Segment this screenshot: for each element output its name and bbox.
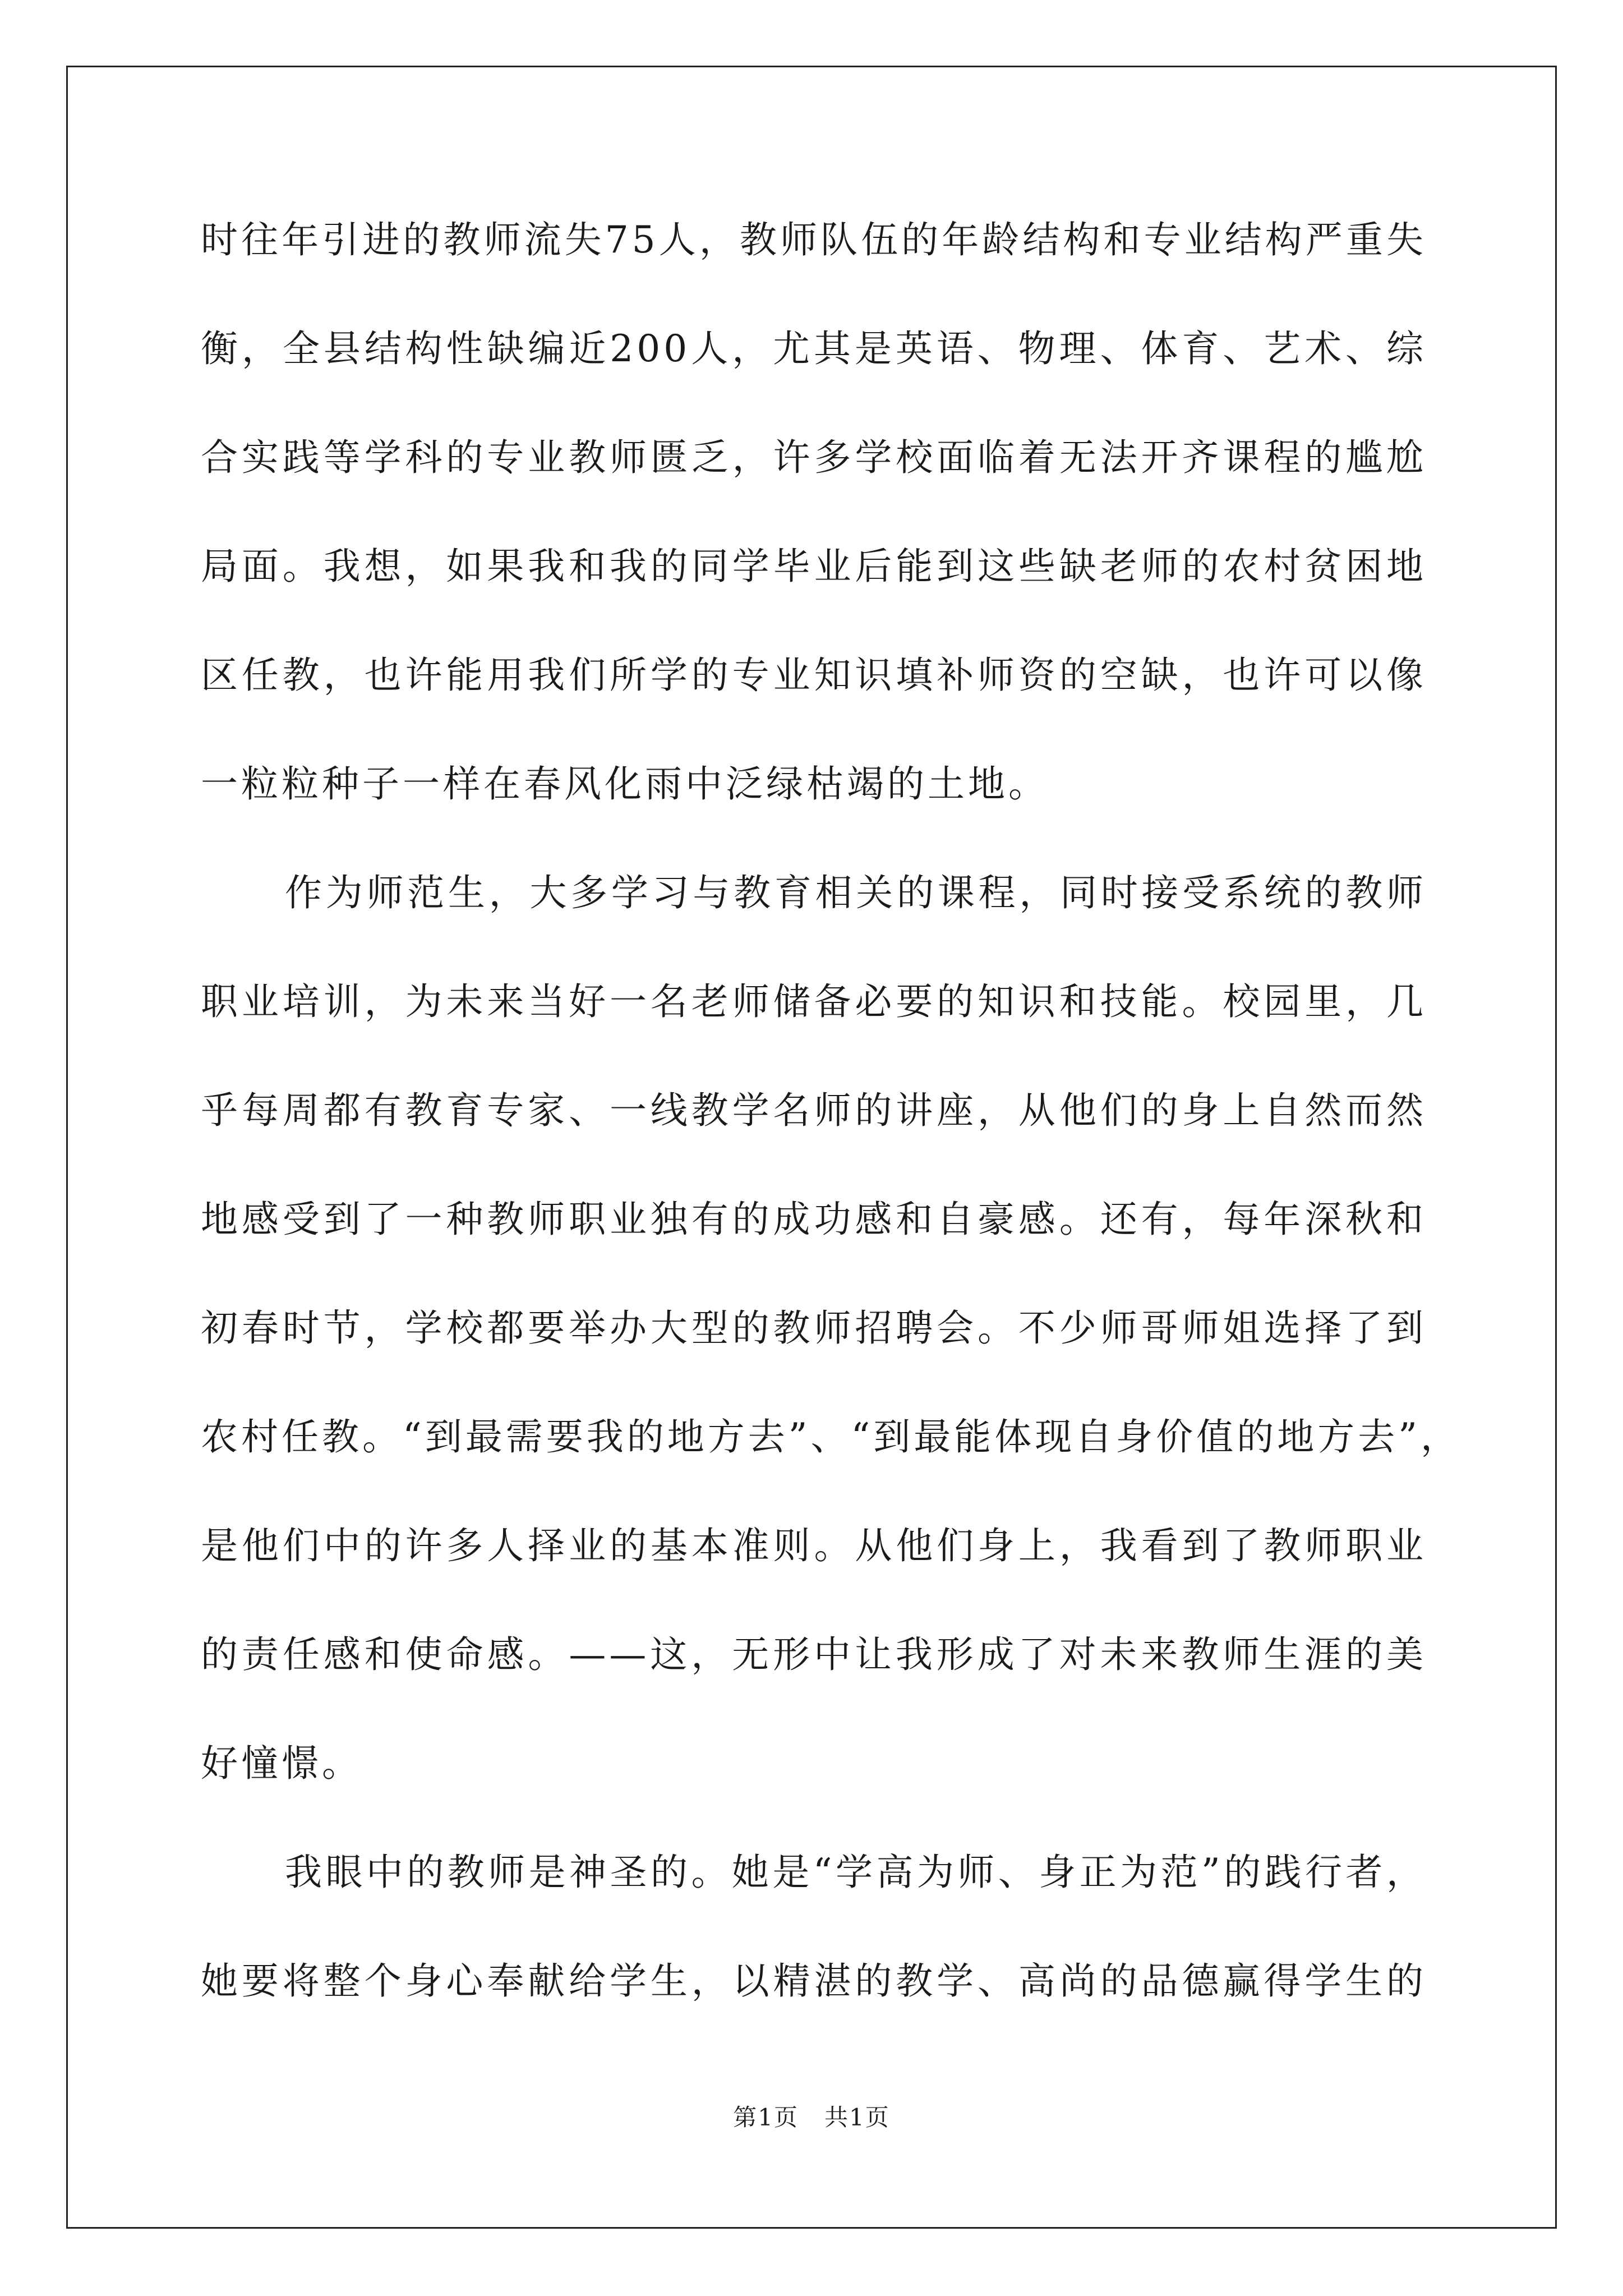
text-line: 作为师范生，大多学习与教育相关的课程，同时接受系统的教师 — [285, 871, 1427, 914]
text-line: 是他们中的许多人择业的基本准则。从他们身上，我看到了教师职业 — [201, 1524, 1427, 1567]
text-line: 地感受到了一种教师职业独有的成功感和自豪感。还有，每年深秋和 — [201, 1198, 1427, 1241]
text-line: 初春时节，学校都要举办大型的教师招聘会。不少师哥师姐选择了到 — [201, 1306, 1427, 1350]
document-body — [201, 213, 1461, 2063]
text-line: 的责任感和使命感。——这，无形中让我形成了对未来教师生涯的美 — [201, 1633, 1427, 1676]
page-total: 共1页 — [824, 2104, 890, 2131]
text-line: 一粒粒种子一样在春风化雨中泛绿枯竭的土地。 — [201, 762, 1049, 806]
text-line: 合实践等学科的专业教师匮乏，许多学校面临着无法开齐课程的尴尬 — [201, 436, 1427, 479]
page-number: 第1页 — [733, 2104, 799, 2131]
text-line: 农村任教。“到最需要我的地方去”、“到最能体现自身价值的地方去”， — [201, 1415, 1461, 1458]
text-line: 她要将整个身心奉献给学生，以精湛的教学、高尚的品德赢得学生的 — [201, 1959, 1427, 2003]
text-line: 局面。我想，如果我和我的同学毕业后能到这些缺老师的农村贫困地 — [201, 545, 1427, 588]
text-line: 我眼中的教师是神圣的。她是“学高为师、身正为范”的践行者， — [285, 1851, 1427, 1894]
text-line: 职业培训，为未来当好一名老师储备必要的知识和技能。校园里，几 — [201, 980, 1427, 1023]
text-line: 乎每周都有教育专家、一线教学名师的讲座，从他们的身上自然而然 — [201, 1089, 1427, 1132]
text-line: 衡，全县结构性缺编近200人，尤其是英语、物理、体育、艺术、综 — [201, 327, 1427, 370]
text-line: 区任教，也许能用我们所学的专业知识填补师资的空缺，也许可以像 — [201, 654, 1427, 697]
text-line: 好憧憬。 — [201, 1742, 362, 1785]
text-line: 时往年引进的教师流失75人，教师队伍的年龄结构和专业结构严重失 — [201, 218, 1427, 261]
page-footer — [0, 2099, 1623, 2133]
